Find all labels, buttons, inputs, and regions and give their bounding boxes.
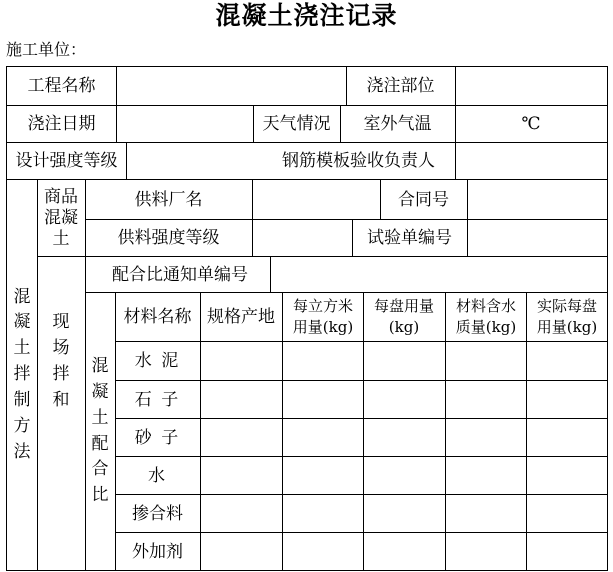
supplier-name-label: 供料厂名 [134, 189, 203, 210]
header-actual-per-batch: 实际每盘用量(kg) [536, 297, 598, 336]
rebar-inspector-label: 钢筋模板验收负责人 [282, 151, 435, 171]
weather-label: 天气情况 [262, 114, 331, 134]
mix-ratio-label [85, 293, 115, 570]
header-per-cubic-meter: 每立方米用量(kg) [292, 297, 354, 336]
project-name-label: 工程名称 [27, 76, 96, 96]
material-admixture: 掺合料 [132, 503, 183, 524]
grid-line [445, 292, 446, 570]
material-gravel: 石 子 [134, 389, 181, 410]
mixing-method-char: 法 [13, 441, 31, 462]
mixing-method-char: 制 [13, 389, 31, 410]
mix-ratio-char: 合 [91, 459, 109, 480]
commercial-concrete-text: 商品 [44, 186, 78, 207]
grid-line [282, 292, 283, 570]
design-strength-label: 设计强度等级 [15, 151, 118, 171]
mixing-method-char: 方 [13, 415, 31, 436]
site-mixing-char: 和 [52, 389, 70, 410]
grid-line [363, 292, 364, 570]
mix-notice-no-label: 配合比通知单编号 [112, 264, 248, 285]
mixing-method-label [7, 180, 37, 570]
grid-line [252, 179, 253, 256]
header-spec-origin: 规格产地 [207, 307, 275, 327]
material-water: 水 [148, 465, 167, 486]
site-mixing-char: 现 [52, 312, 70, 333]
commercial-concrete-text: 土 [52, 228, 70, 249]
grid-line [116, 66, 117, 142]
mix-ratio-char: 配 [91, 433, 109, 454]
grid-line [6, 570, 608, 571]
mix-ratio-char: 土 [91, 407, 109, 428]
mix-ratio-char: 混 [91, 356, 109, 377]
commercial-concrete-text: 混凝 [44, 207, 78, 228]
mixing-method-char: 混 [13, 286, 31, 307]
header-moisture-mass: 材料含水质量(kg) [455, 297, 517, 336]
grid-line [126, 142, 127, 179]
pour-location-label: 浇注部位 [366, 76, 435, 96]
commercial-concrete-label [37, 180, 85, 256]
temp-unit: ℃ [521, 114, 541, 134]
contract-no-label: 合同号 [398, 189, 449, 210]
mix-ratio-char: 凝 [91, 381, 109, 402]
construction-unit-label: 施工单位： [6, 40, 87, 59]
site-mixing-label [37, 257, 85, 467]
grid-line [270, 256, 271, 292]
outdoor-temp-label: 室外气温 [363, 114, 432, 134]
test-sheet-no-label: 试验单编号 [367, 228, 452, 248]
material-cement: 水 泥 [134, 351, 181, 371]
pour-date-label: 浇注日期 [27, 114, 96, 134]
document-title: 混凝土浇注记录 [215, 1, 398, 30]
mixing-method-char: 土 [13, 338, 31, 359]
supply-strength-label: 供料强度等级 [117, 228, 220, 248]
mixing-method-char: 凝 [13, 312, 31, 333]
header-material-name: 材料名称 [123, 307, 192, 327]
grid-line [526, 292, 527, 570]
material-additive: 外加剂 [132, 541, 183, 562]
grid-line [467, 179, 468, 256]
material-sand: 砂 子 [134, 427, 181, 448]
grid-line [607, 66, 608, 570]
header-per-batch: 每盘用量(kg) [373, 297, 434, 336]
mixing-method-char: 拌 [13, 364, 31, 385]
site-mixing-char: 场 [52, 338, 70, 359]
mix-ratio-char: 比 [91, 485, 109, 506]
site-mixing-char: 拌 [52, 364, 70, 384]
